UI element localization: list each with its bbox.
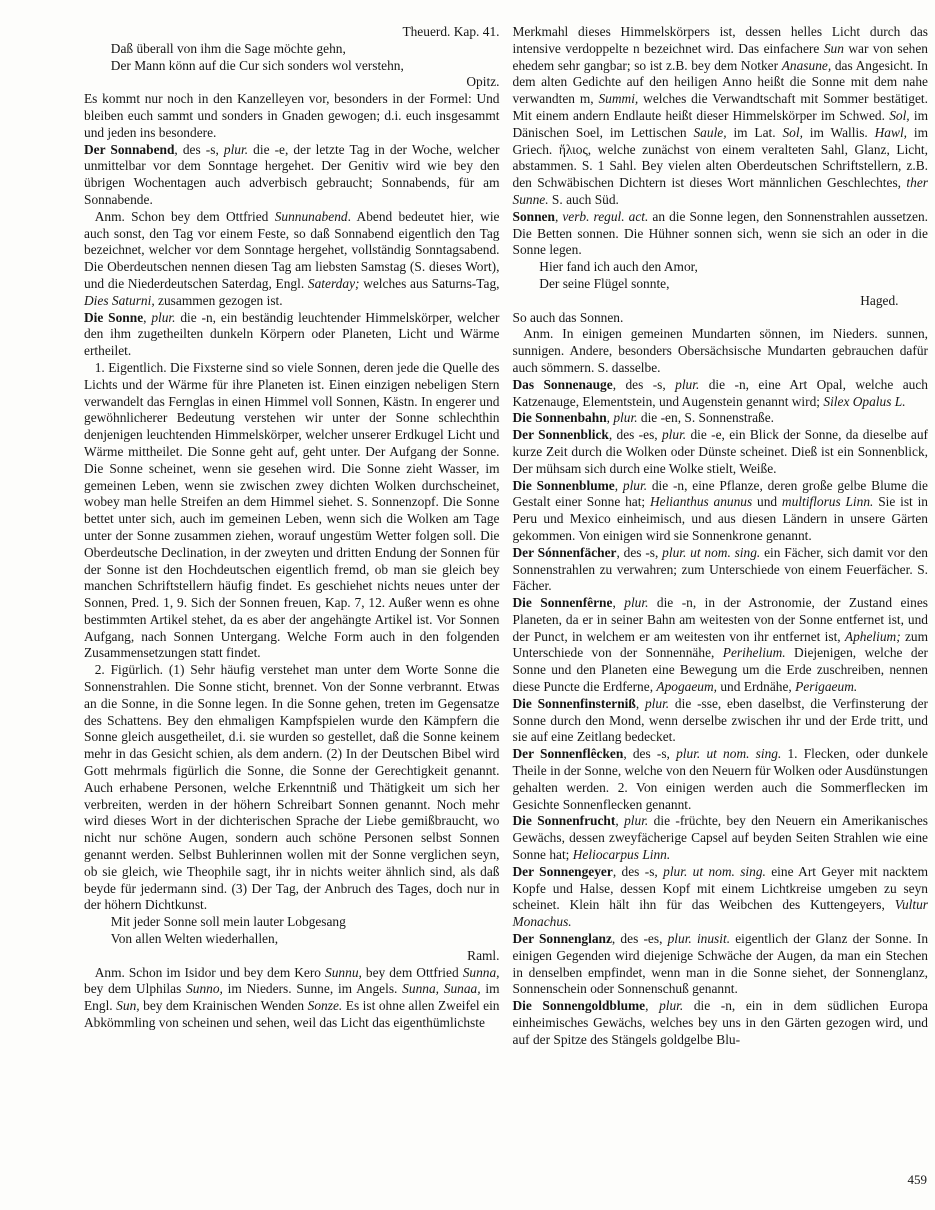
text-segment: , des -s,: [612, 376, 676, 392]
text-segment: , des -s,: [174, 141, 224, 157]
italic-term: Sunnu,: [325, 964, 362, 980]
text-segment: , des -es,: [608, 427, 662, 443]
italic-term: Sol,: [889, 107, 910, 123]
entry-sonnenferne: [513, 595, 929, 696]
headword: Die Sonne: [84, 309, 144, 325]
text-segment: Theuerd. Kap. 41.: [402, 24, 500, 39]
text-segment: bey dem Ottfried: [361, 964, 463, 980]
italic-term: Dies Saturni,: [84, 292, 155, 308]
text-segment: Hier fand ich auch den Amor,: [539, 259, 698, 275]
sonne-sense-2: [84, 662, 500, 914]
headword: Die Sonnenfêrne: [512, 595, 613, 611]
italic-term: Sunnunabend: [274, 208, 348, 224]
italic-term: Perigaeum.: [795, 679, 858, 695]
right-column: [513, 24, 929, 1049]
verse-line: [513, 276, 929, 293]
text-segment: 1. Flecken, oder dunkele Theile in der Sonne, welche von den Neuern für Wolken oder Ausdünstungen gehalten werden. 2. Von einigen werden auch die Sommerflecken im Gesichte Sonnenflecken genannt.: [512, 746, 928, 812]
italic-term: Sunna, Sunaa,: [402, 981, 481, 997]
text-segment: S. auch Süd.: [548, 191, 619, 207]
verse-line: [84, 931, 500, 948]
text-segment: das Angesicht. In dem alten Gedichte auf den heiligen Anno heißt die Sonne mit dem nahe verwandten m,: [512, 57, 929, 107]
verse-line: [84, 914, 500, 931]
entry-sonnen-verb: [513, 209, 929, 259]
text-segment: im Lat.: [726, 124, 783, 140]
entry-sonnenbahn: [513, 410, 929, 427]
headword: Die Sonnenfrucht: [512, 813, 616, 829]
text-segment: ,: [614, 477, 623, 493]
headword: Der Sonnengeyer: [512, 863, 613, 879]
anm-sonnabend: [84, 209, 500, 310]
italic-term: plur.: [622, 477, 648, 493]
text-segment: Von allen Welten wiederhallen,: [110, 931, 279, 947]
italic-term: verb. regul. act.: [562, 208, 649, 224]
text-segment: ,: [143, 309, 152, 325]
italic-term: Hawl,: [874, 124, 908, 140]
italic-term: plur.: [644, 695, 670, 711]
headword: Der Sónnenfächer: [512, 544, 617, 560]
text-segment: Diejenigen, welche der Sonne und den Planeten eine Bewegung um die Erde zuschreiben, nennen diese Puncte die Erdferne,: [512, 645, 928, 695]
verse-line: [84, 58, 500, 75]
italic-term: Perihelium.: [722, 645, 786, 661]
text-segment: Anm. Schon im Isidor und bey dem Kero: [94, 964, 326, 980]
text-segment: die -sse, eben daselbst, die Verfinsterung der Sonne durch den Mond, wenn derselbe zwischen ihr und der Erde tritt, und sie auf eine Zeitlang bedecket.: [512, 695, 928, 745]
text-segment: Opitz.: [466, 74, 500, 90]
italic-term: plur.: [624, 813, 649, 829]
italic-term: plur.: [624, 595, 649, 611]
text-segment: die -früchte, bey den Neuern ein Amerikanisches Gewächs, dessen zweyfächerige Capsel auf beyden Seiten Strahlen wie eine Sonne hat;: [512, 813, 928, 863]
text-segment: die -n, eine Art Opal, welche auch Katzenauge, Elementstein, und Augenstein genannt wird;: [512, 376, 929, 409]
anm-sonne: [84, 965, 500, 1032]
text-segment: ,: [635, 695, 645, 711]
text-segment: im Dänischen Soel, im Lettischen: [512, 107, 929, 140]
italic-term: Saterday;: [307, 275, 360, 291]
text-segment: im Griech. ἥλιος, welche zunächst von einem veralteten Sahl, Glanz, Licht, abstammen. S. 1 Sahl. Bey vielen alten Oberdeutschen Schriftstellern, z.B. den Schwäbischen Dichtern ist dieses Wort männlichen Geschlechtes,: [512, 124, 929, 191]
entry-sonnenglanz: [513, 931, 929, 998]
text-segment: die -n, ein in dem südlichen Europa einheimisches Gewächs, welches bey uns in den Gärten gezogen wird, und auf der Spitze des Stängels goldgelbe Blu-: [512, 998, 928, 1047]
italic-term: Anasune,: [781, 57, 832, 73]
text-segment: Der seine Flügel sonnte,: [539, 275, 670, 291]
anm-sonnen-verb: [513, 326, 929, 376]
entry-sonnenblume: [513, 478, 929, 545]
italic-term: plur.: [675, 376, 700, 392]
headword: Die Sonnenblume: [512, 477, 615, 493]
italic-term: plur. ut nom. sing.: [662, 544, 761, 560]
text-segment: die -n, eine Pflanze, deren große gelbe Blume die Gestalt einer Sonne hat;: [512, 477, 928, 510]
text-segment: ,: [612, 595, 625, 611]
entry-sonne: [84, 310, 500, 360]
italic-term: Sunno,: [186, 981, 223, 997]
text-segment: Anm. Schon bey dem Ottfried: [94, 208, 275, 224]
citation-opitz: [84, 74, 500, 91]
paragraph-so-auch: [513, 310, 929, 327]
text-segment: Daß überall von ihm die Sage möchte gehn,: [110, 40, 346, 56]
text-segment: ,: [615, 813, 625, 829]
italic-term: multiflorus Linn.: [781, 494, 874, 510]
italic-term: Saule,: [693, 124, 727, 140]
text-segment: 1. Eigentlich. Die Fixsterne sind so viele Sonnen, deren jede die Quelle des Lichts und der Wärme für ihre Planeten ist. Einen einzigen nebeligen Stern verwandelt das Fernglas in einen Himmel voll Sonnen, Kästn. In engerer und gewöhnlicherer Bedeutung verstehen wir unter der Sonne schlechthin denjenigen leuchtenden Himmelskörper, welcher unserer Erdkugel Licht und Wärme mittheilet. Die Sonne geht auf, geht unter. Der Aufgang der Sonne. Die Sonne scheinet, wenn sie gesehen wird. Die Sonne zieht Wasser, im gemeinen Leben, wenn sie zwischen zwey dichten Wolken durchscheinet, wobey man helle Streifen an dem Himmel siehet. S. Sonnenzopf. Die Sonne bettet unter sich, auch im gemeinen Leben, wenn sich die Wolken am Tage unter der Sonne zusammen ziehen, worauf ungestüm Wetter folgen soll. Die Oberdeutsche Declination, in der zweyten und dritten Endung der Sonnen für der Sonne ist den Hochdeutschen eigentlich fremd, ob man sie gleich bey manchen Schriftstellern häufig findet. Es geschiehet nichts neues unter der Sonnen, Pred. 1, 9. Sich der Sonnen freuen, Kap. 7, 12. Außer wenn es ohne bestimmten Artikel stehet, da es aber der angehängte Artikel ist. Vor Sonnen Aufgang, nach Sonnen Untergang. Welche Form auch in den folgenden Zusammensetzungen statt findet.: [84, 359, 500, 661]
entry-sonnenauge: [513, 377, 929, 411]
text-segment: , des -s,: [612, 863, 664, 879]
text-segment: zusammen gezogen ist.: [154, 292, 283, 308]
entry-sonnenflecken: [513, 746, 929, 813]
text-segment: Raml.: [467, 947, 500, 963]
citation-theuerd: [84, 24, 500, 41]
text-segment: Sie ist in Peru und Mexico einheimisch, und aus diesen Ländern in unsere Gärten gekommen. Von einigen wird sie Sonnenkrone genannt.: [512, 494, 928, 543]
sonne-sense-1: [84, 360, 500, 662]
italic-term: plur.: [613, 410, 638, 426]
text-segment: zum Unterschiede von der Sonnennähe,: [512, 628, 928, 661]
text-segment: 2. Figürlich. (1) Sehr häufig verstehet man unter dem Worte Sonne die Sonnenstrahlen. Die Sonne sticht, brennet. Von der Sonne verbrannt. Etwas an die Sonne, in die Sonne legen. In die Sonne gehen, treten im Gegensatze des Schattens. Bey den ehmaligen Kampfspielen wurde den Kämpfern die Sonne gleich ausgetheilet, d.i. sie wurden so gestellet, daß die Sonne keinem mehr in das Gesicht schien, als dem andern. (2) In der Deutschen Bibel wird Gott mehrmals figürlich die Sonne, die Sonne der Gerechtigkeit genannt. Auch erhabene Personen, welche Erkenntniß und Thätigkeit um sich her verbreiten, werden in der höhern Schreibart Sonnen genannt. Noch mehr wird dieses Wort in der dichterischen Sprache der Liebe gemißbraucht, wo nicht nur schöne Augen, sondern auch schöne Personen selbst Sonnen genannt werden. Selbst Buhlerinnen wollen mit der Sonne verglichen seyn, ob sie gleich, wie Theophile sagt, ihr in nichts weiter ähnlich sind, als daß beyde für jedermann sind. (3) Der Tag, der Anbruch des Tages, doch nur in der höhern Dichtkunst.: [84, 662, 500, 913]
citation-raml: [84, 948, 500, 965]
text-segment: welches aus Saturns-Tag,: [359, 275, 500, 291]
text-segment: Es ist ohne allen Zweifel ein Abkömmling von scheinen und sehen, weil das Licht das eigenthümlichste: [84, 998, 500, 1031]
text-segment: bey dem Ulphilas: [84, 981, 187, 997]
italic-term: Sol,: [782, 124, 803, 140]
text-segment: Haged.: [860, 292, 899, 308]
italic-term: Sun,: [116, 998, 140, 1014]
text-segment: die -e, ein Blick der Sonne, da dieselbe auf kurze Zeit durch die Wolken oder Dünste scheinet. Dieß ist ein Sonnenblick, Der mühsam sich durch eine Wolke stielt, Weiße.: [512, 427, 928, 476]
text-segment: ein Fächer, sich damit vor den Sonnenstrahlen zu verwahren; zum Unterschiede von einem Feuerfächer. S. Fächer.: [512, 544, 929, 594]
headword: Das Sonnenauge: [512, 376, 613, 392]
text-segment: bey dem Krainischen Wenden: [139, 998, 308, 1014]
verse-line: [84, 41, 500, 58]
text-segment: So auch das Sonnen.: [512, 309, 624, 325]
entry-sonnenblick: [513, 427, 929, 477]
text-segment: ,: [606, 410, 614, 426]
italic-term: plur. inusit.: [667, 931, 731, 947]
headword: Der Sonnenblick: [512, 427, 609, 443]
paragraph-sonders: [84, 91, 500, 141]
text-segment: Mit jeder Sonne soll mein lauter Lobgesang: [110, 914, 346, 930]
anm-sonne-continued: [513, 24, 929, 209]
italic-term: Helianthus anunus: [649, 494, 753, 510]
text-segment: eine Art Geyer mit nacktem Kopfe und Halse, dessen Kopf mit einem Lichtkreise umgeben zu seyn scheinet. Klein hält ihn für das Weibchen des Kuttengeyers,: [512, 863, 928, 913]
headword: Die Sonnenfinsterniß: [512, 695, 636, 711]
text-segment: ,: [645, 998, 660, 1014]
text-segment: die -en, S. Sonnenstraße.: [637, 410, 775, 426]
headword: Der Sonnenglanz: [512, 931, 612, 947]
italic-term: Sunna,: [462, 964, 500, 980]
text-segment: Anm. In einigen gemeinen Mundarten sönnen, im Nieders. sunnen, sunnigen. Andere, besonders Obersächsische Mundarten gebrauchen dafür auch sömmern. S. dasselbe.: [512, 326, 928, 375]
italic-term: plur.: [661, 427, 687, 443]
text-segment: im Nieders. Sunne, im Angels.: [222, 981, 403, 997]
entry-sonnenfinsterniss: [513, 696, 929, 746]
text-segment: und: [752, 494, 782, 510]
entry-sonnenfaecher: [513, 545, 929, 595]
italic-term: plur.: [223, 141, 249, 157]
italic-term: Sun: [823, 40, 844, 56]
italic-term: plur. ut nom. sing.: [663, 863, 766, 879]
italic-term: Heliocarpus Linn.: [572, 847, 671, 863]
text-segment: an die Sonne legen, den Sonnenstrahlen aussetzen. Die Betten sonnen. Die Hühner sonnen sich, wenn sie sich an oder in die Sonne legen.: [512, 208, 928, 258]
text-segment: . Abend bedeutet hier, wie auch sonst, den Tag vor einem Feste, so daß Sonnabend eigentlich den Tag bezeichnet, welcher vor dem Sonntage hergehet, vollständig Sonntagsabend. Die Oberdeutschen nennen diesen Tag am liebsten Samstag (S. dieses Wort), und die Niederdeutschen Saterdag, Engl.: [84, 208, 500, 291]
headword: Die Sonnengoldblume: [512, 998, 646, 1014]
text-segment: Der Mann könn auf die Cur sich sonders wol verstehn,: [110, 57, 404, 73]
headword: Sonnen: [512, 208, 555, 224]
text-segment: welches die Verwandtschaft mit Sommer bestätiget. Mit einem andern Endlaute heißt dieser Himmelskörper im Schwed.: [512, 91, 928, 123]
citation-haged: [513, 293, 929, 310]
text-segment: , des -s,: [616, 544, 663, 560]
entry-sonnengeyer: [513, 864, 929, 931]
text-segment: die -n, ein beständig leuchtender Himmelskörper, welcher den ihm zugetheilten dunkeln Körpern oder Planeten, Licht und Wärme ertheilet.: [84, 309, 500, 359]
italic-term: Vultur Monachus.: [512, 897, 928, 930]
text-segment: die -e, der letzte Tag in der Woche, welcher unmittelbar vor dem Sonntage hergehet. Der Genitiv wird wie bey den übrigen Wochentagen auch adverbisch gebraucht; Sonnabends, für am Sonnabende.: [84, 141, 500, 207]
text-segment: die -n, in der Astronomie, der Zustand eines Planeten, da er in seiner Bahn am weitesten von der Sonne entfernet ist, und der Punct, in welchem er am weitesten von ihr entfernet ist,: [512, 595, 928, 644]
italic-term: Apogaeum,: [656, 679, 718, 695]
italic-term: plur.: [151, 309, 176, 325]
text-segment: im Engl.: [84, 981, 500, 1014]
italic-term: Summi,: [598, 91, 639, 107]
text-segment: im Wallis.: [802, 124, 875, 140]
italic-term: Sonze.: [307, 998, 343, 1014]
text-segment: , des -es,: [611, 931, 668, 947]
text-segment: Merkmahl dieses Himmelskörpers ist, dessen helles Licht durch das intensive verdoppelte n bezeichnet wird. Das einfachere: [512, 24, 928, 56]
headword: Die Sonnenbahn: [512, 410, 607, 426]
text-segment: Es kommt nur noch in den Kanzelleyen vor, besonders in der Formel: Und bleiben euch sammt und sonders in Gnaden gewogen; d.i. euch insgesammt und jeden ins besondere.: [84, 91, 500, 140]
text-segment: und Erdnähe,: [717, 679, 796, 695]
entry-sonnabend: [84, 142, 500, 209]
text-segment: , des -s,: [623, 746, 677, 762]
entry-sonnenfrucht: [513, 813, 929, 863]
page-number: 459: [907, 1172, 927, 1187]
italic-term: Aphelium;: [844, 628, 901, 644]
italic-term: Silex Opalus L.: [823, 393, 906, 409]
left-column: [84, 24, 500, 1049]
text-segment: eigentlich der Glanz der Sonne. In einigen Gegenden wird diejenige Schwäche der Augen, da man ein Stechen in denselben empfindet, wenn man in die Sonne siehet, der Sonnenglanz, Sonnenschein oder Sonnenschuß genannt.: [512, 931, 929, 997]
verse-line: [513, 259, 929, 276]
italic-term: ther Sunne.: [512, 175, 928, 207]
headword: Der Sonnenflêcken: [512, 746, 624, 762]
italic-term: plur.: [659, 998, 684, 1014]
entry-sonnengoldblume: [513, 998, 929, 1048]
two-column-text: [84, 24, 928, 1049]
headword: Der Sonnabend: [84, 141, 175, 157]
text-segment: war von sehen ehedem sehr gangbar; so ist z.B. bey dem Notker: [512, 40, 928, 73]
text-segment: ,: [554, 208, 563, 224]
italic-term: plur. ut nom. sing.: [676, 746, 782, 762]
